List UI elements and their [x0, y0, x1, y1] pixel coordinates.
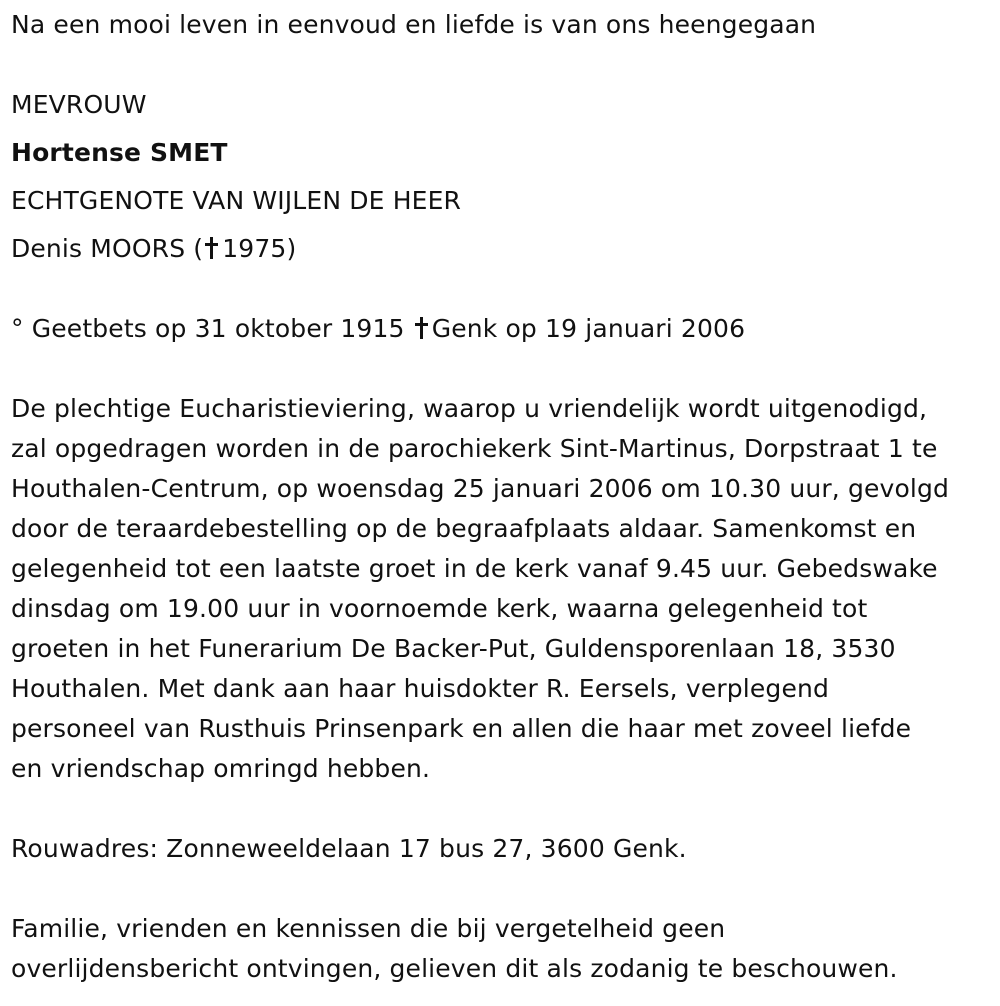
- honorific: MEVROUW: [11, 90, 147, 119]
- cross-icon: [205, 237, 218, 259]
- cross-icon: [415, 317, 428, 339]
- service-line: De plechtige Eucharistieviering, waarop u vriendelijk wordt uitgenodigd,: [11, 394, 928, 423]
- service-line: dinsdag om 19.00 uur in voornoemde kerk, waarna gelegenheid tot: [11, 594, 868, 623]
- service-line: en vriendschap omringd hebben.: [11, 754, 431, 783]
- service-line: groeten in het Funerarium De Backer-Put, Guldensporenlaan 18, 3530: [11, 634, 896, 663]
- service-line: Houthalen. Met dank aan haar huisdokter R. Eersels, verplegend: [11, 674, 829, 703]
- service-line: gelegenheid tot een laatste groet in de kerk vanaf 9.45 uur. Gebedswake: [11, 554, 938, 583]
- death-text: Genk op 19 januari 2006: [431, 314, 746, 343]
- service-line: door de teraardebestelling op de begraafplaats aldaar. Samenkomst en: [11, 514, 917, 543]
- closing-line: overlijdensbericht ontvingen, gelieven dit als zodanig te beschouwen.: [11, 954, 898, 983]
- deceased-name: Hortense SMET: [11, 138, 228, 167]
- service-line: zal opgedragen worden in de parochiekerk Sint-Martinus, Dorpstraat 1 te: [11, 434, 938, 463]
- relation-text: ECHTGENOTE VAN WIJLEN DE HEER: [11, 186, 462, 215]
- spouse-death-year: 1975): [222, 234, 297, 263]
- birth-text: ° Geetbets op 31 oktober 1915: [11, 314, 405, 343]
- mourning-address: Rouwadres: Zonneweeldelaan 17 bus 27, 3600 Genk.: [11, 834, 687, 863]
- service-line: personeel van Rusthuis Prinsenpark en allen die haar met zoveel liefde: [11, 714, 912, 743]
- spouse-name: Denis MOORS (: [11, 234, 204, 263]
- service-line: Houthalen-Centrum, op woensdag 25 januari 2006 om 10.30 uur, gevolgd: [11, 474, 950, 503]
- closing-line: Familie, vrienden en kennissen die bij vergetelheid geen: [11, 914, 726, 943]
- birth-death-line: [11, 309, 745, 349]
- spouse-line: [11, 229, 296, 269]
- intro-text: Na een mooi leven in eenvoud en liefde is van ons heengegaan: [11, 10, 817, 39]
